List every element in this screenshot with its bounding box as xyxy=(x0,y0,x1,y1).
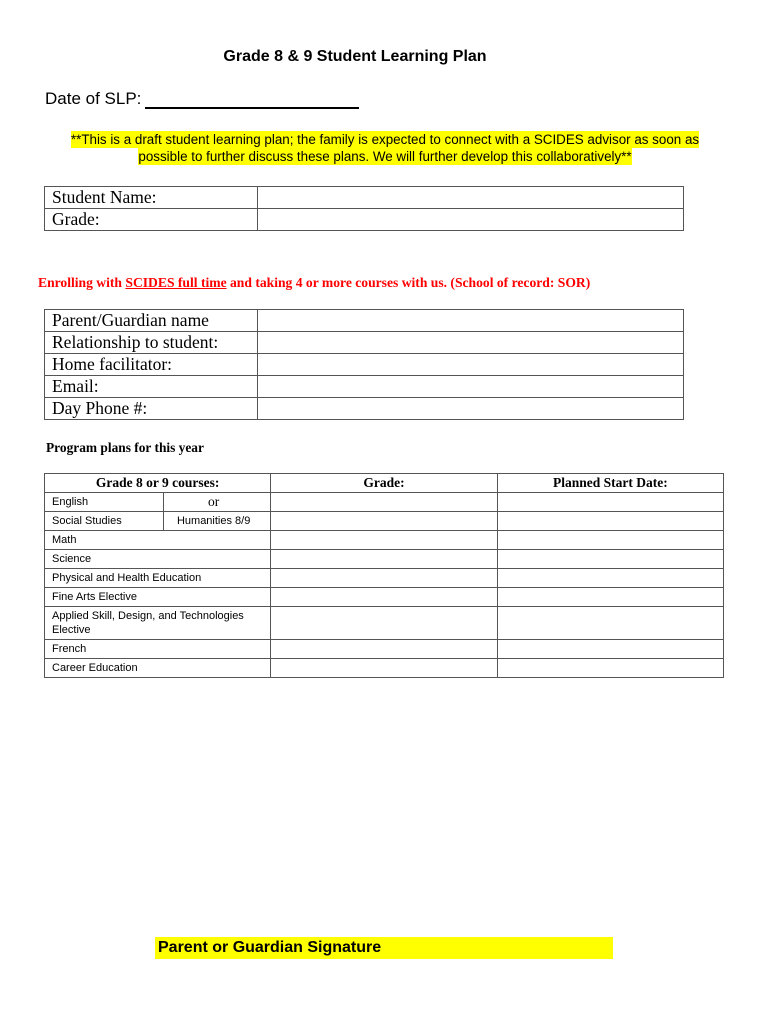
table-row xyxy=(45,550,724,569)
day-phone-field[interactable] xyxy=(258,398,684,420)
grade-cell[interactable] xyxy=(271,607,497,640)
parent-info-table xyxy=(44,309,684,420)
start-date-cell[interactable] xyxy=(497,607,723,640)
course-plan-table xyxy=(44,473,724,678)
grade-header: Grade: xyxy=(271,474,497,493)
enroll-prefix: Enrolling with xyxy=(38,275,126,290)
course-cell-social-studies xyxy=(45,512,271,531)
date-label: Date of SLP: xyxy=(45,89,142,108)
grade-field[interactable] xyxy=(258,209,684,231)
table-row xyxy=(45,493,724,512)
start-date-cell[interactable] xyxy=(497,550,723,569)
relationship-label: Relationship to student: xyxy=(45,332,258,354)
enroll-underlined: SCIDES full time xyxy=(125,275,227,290)
course-name: Math xyxy=(45,531,271,550)
email-label: Email: xyxy=(45,376,258,398)
parent-name-field[interactable] xyxy=(258,310,684,332)
start-date-cell[interactable] xyxy=(497,659,723,678)
table-row xyxy=(45,354,684,376)
email-field[interactable] xyxy=(258,376,684,398)
social-studies-label: Social Studies xyxy=(45,512,164,530)
student-name-label: Student Name: xyxy=(45,187,258,209)
parent-name-label: Parent/Guardian name xyxy=(45,310,258,332)
start-date-cell[interactable] xyxy=(497,512,723,531)
grade-cell[interactable] xyxy=(271,512,497,531)
draft-notice-text: **This is a draft student learning plan; the family is expected to connect with a SCIDES advisor as soon as possible to further discuss these plans. We will further develop this collaboratively** xyxy=(70,132,700,164)
course-name: Applied Skill, Design, and Technologies Elective xyxy=(45,607,271,640)
grade-cell[interactable] xyxy=(271,569,497,588)
table-row xyxy=(45,209,684,231)
english-label: English xyxy=(45,493,164,511)
draft-notice xyxy=(58,131,712,165)
student-name-field[interactable] xyxy=(258,187,684,209)
grade-cell[interactable] xyxy=(271,659,497,678)
home-facilitator-field[interactable] xyxy=(258,354,684,376)
table-row xyxy=(45,531,724,550)
table-row xyxy=(45,569,724,588)
start-date-cell[interactable] xyxy=(497,569,723,588)
grade-cell[interactable] xyxy=(271,640,497,659)
courses-header: Grade 8 or 9 courses: xyxy=(45,474,271,493)
table-row xyxy=(45,376,684,398)
enroll-suffix: and taking 4 or more courses with us. (School of record: SOR) xyxy=(226,275,591,290)
start-date-header: Planned Start Date: xyxy=(497,474,723,493)
start-date-cell[interactable] xyxy=(497,588,723,607)
grade-cell[interactable] xyxy=(271,588,497,607)
grade-label: Grade: xyxy=(45,209,258,231)
grade-cell[interactable] xyxy=(271,550,497,569)
course-name: Fine Arts Elective xyxy=(45,588,271,607)
signature-label: Parent or Guardian Signature xyxy=(158,939,382,956)
start-date-cell[interactable] xyxy=(497,493,723,512)
table-row xyxy=(45,512,724,531)
table-header-row xyxy=(45,474,724,493)
home-facilitator-label: Home facilitator: xyxy=(45,354,258,376)
table-row xyxy=(45,398,684,420)
humanities-label: Humanities 8/9 xyxy=(176,515,251,527)
grade-cell[interactable] xyxy=(271,531,497,550)
enrollment-statement xyxy=(38,275,590,291)
page-title: Grade 8 & 9 Student Learning Plan xyxy=(223,48,487,65)
course-cell-english xyxy=(45,493,271,512)
table-row xyxy=(45,588,724,607)
program-plans-heading: Program plans for this year xyxy=(46,440,204,455)
date-input-line[interactable] xyxy=(145,90,359,109)
table-row xyxy=(45,332,684,354)
table-row xyxy=(45,640,724,659)
table-row xyxy=(45,607,724,640)
course-name: Science xyxy=(45,550,271,569)
course-name: Career Education xyxy=(45,659,271,678)
start-date-cell[interactable] xyxy=(497,640,723,659)
grade-cell[interactable] xyxy=(271,493,497,512)
date-of-slp xyxy=(45,89,359,109)
course-name: French xyxy=(45,640,271,659)
course-name: Physical and Health Education xyxy=(45,569,271,588)
table-row xyxy=(45,310,684,332)
student-info-table xyxy=(44,186,684,231)
table-row xyxy=(45,659,724,678)
day-phone-label: Day Phone #: xyxy=(45,398,258,420)
relationship-field[interactable] xyxy=(258,332,684,354)
table-row xyxy=(45,187,684,209)
or-label: or xyxy=(208,494,220,509)
start-date-cell[interactable] xyxy=(497,531,723,550)
